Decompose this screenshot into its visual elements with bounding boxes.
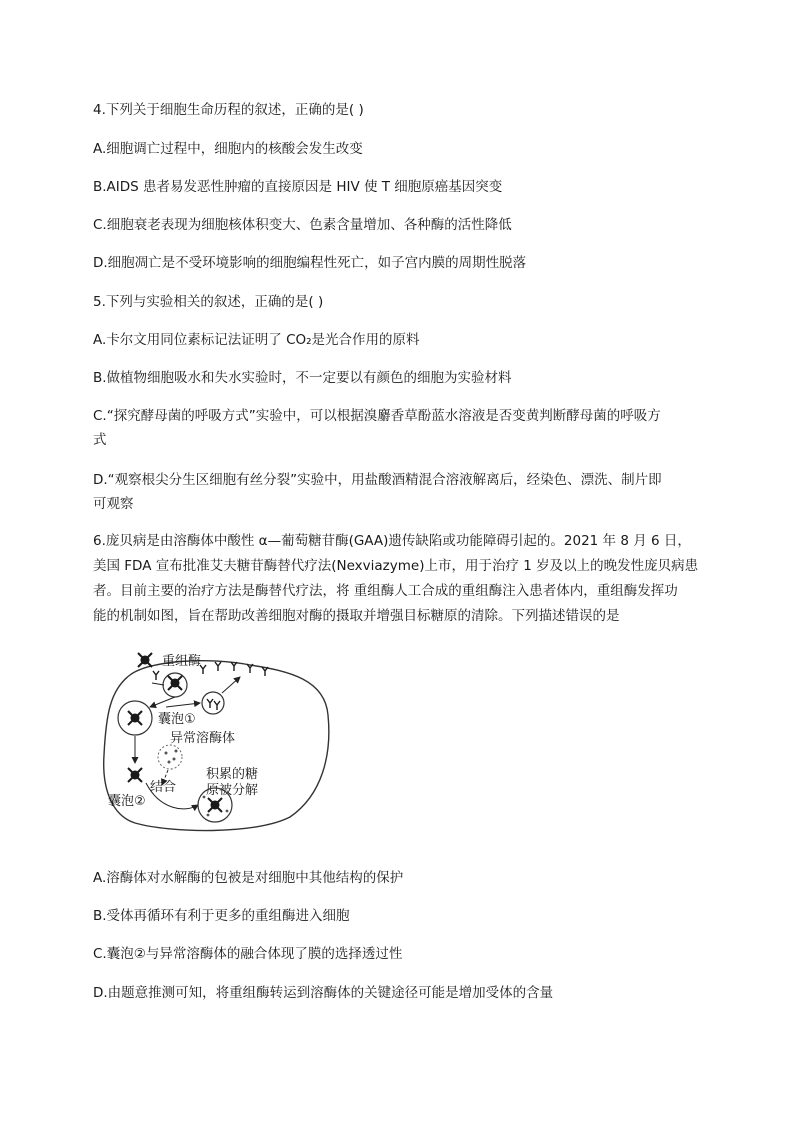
receptor-icon — [215, 662, 221, 671]
recombinant-enzyme-icon — [128, 768, 142, 782]
receptor-icon — [231, 662, 237, 671]
question-4-option-b: B.AIDS 患者易发恶性肿瘤的直接原因是 HIV 使 T 细胞原癌基因突变 — [93, 179, 503, 195]
abnormal-lysosome — [158, 745, 182, 769]
question-6-stem-line: 美国 FDA 宣布批准艾夫糖苷酶替代疗法(Nexviazyme)上市，用于治疗 1 岁及以上的晚发性庞贝病患 — [93, 558, 699, 574]
question-4-option-c: C.细胞衰老表现为细胞核体积变大、色素含量增加、各种酶的活性降低 — [93, 217, 512, 233]
question-4-stem: 4.下列关于细胞生命历程的叙述，正确的是( ) — [93, 102, 364, 118]
question-5-stem: 5.下列与实验相关的叙述，正确的是( ) — [93, 294, 324, 310]
receptor-icon — [153, 671, 159, 680]
receptor-icon — [214, 701, 220, 710]
question-5-option-b: B.做植物细胞吸水和失水实验时，不一定要以有颜色的细胞为实验材料 — [93, 370, 512, 386]
question-5-option-d-line2: 可观察 — [93, 496, 134, 512]
question-5-option-d-line1: D.“观察根尖分生区细胞有丝分裂”实验中，用盐酸酒精混合溶液解离后，经染色、漂洗、制片即 — [93, 472, 662, 488]
label-vesicle-1: 囊泡① — [158, 712, 196, 727]
label-accumulated-glycogen-2: 原被分解 — [206, 783, 259, 798]
label-vesicle-2: 囊泡② — [108, 794, 146, 809]
question-4-option-d: D.细胞凋亡是不受环境影响的细胞编程性死亡，如子宫内膜的周期性脱落 — [93, 255, 527, 271]
label-abnormal-lysosome: 异常溶酶体 — [170, 731, 236, 746]
recombinant-enzyme-icon — [138, 653, 152, 667]
label-accumulated-glycogen-1: 积累的糖 — [206, 767, 259, 782]
question-6-option-b: B.受体再循环有利于更多的重组酶进入细胞 — [93, 908, 350, 924]
receptor-icon — [207, 699, 213, 708]
question-6-option-c: C.囊泡②与异常溶酶体的融合体现了膜的选择透过性 — [93, 946, 403, 962]
recombinant-enzyme-icon — [128, 711, 142, 725]
enzyme-mechanism-diagram — [90, 645, 340, 835]
question-6-stem-line: 者。目前主要的治疗方法是酶替代疗法，将 重组酶人工合成的重组酶注入患者体内，重组酶发挥功 — [93, 583, 678, 599]
question-6-stem-line: 6.庞贝病是由溶酶体中酸性 α—葡萄糖苷酶(GAA)遗传缺陷或功能障碍引起的。2021 年 8 月 6 日， — [93, 533, 691, 549]
question-5-option-a: A.卡尔文用同位素标记法证明了 CO₂是光合作用的原料 — [93, 332, 420, 348]
question-4-option-a: A.细胞调亡过程中，细胞内的核酸会发生改变 — [93, 141, 363, 157]
question-6-stem-line: 能的机制如图，旨在帮助改善细胞对酶的摄取并增强目标糖原的清除。下列描述错误的是 — [93, 608, 620, 624]
receptor-icon — [262, 667, 268, 676]
label-bind: 结合 — [150, 780, 177, 795]
recombinant-enzyme-icon — [168, 676, 182, 690]
question-5-option-c-line1: C.“探究酵母菌的呼吸方式”实验中，可以根据溴麝香草酚蓝水溶液是否变黄判断酵母菌的呼吸方 — [93, 408, 661, 424]
question-5-option-c-line2: 式 — [93, 432, 107, 448]
question-6-option-d: D.由题意推测可知，将重组酶转运到溶酶体的关键途径可能是增加受体的含量 — [93, 985, 554, 1001]
question-6-stem — [93, 529, 705, 629]
label-recombinant-enzyme: 重组酶 — [162, 654, 202, 669]
recombinant-enzyme-icon — [208, 798, 222, 812]
question-6-option-a: A.溶酶体对水解酶的包被是对细胞中其他结构的保护 — [93, 870, 404, 886]
